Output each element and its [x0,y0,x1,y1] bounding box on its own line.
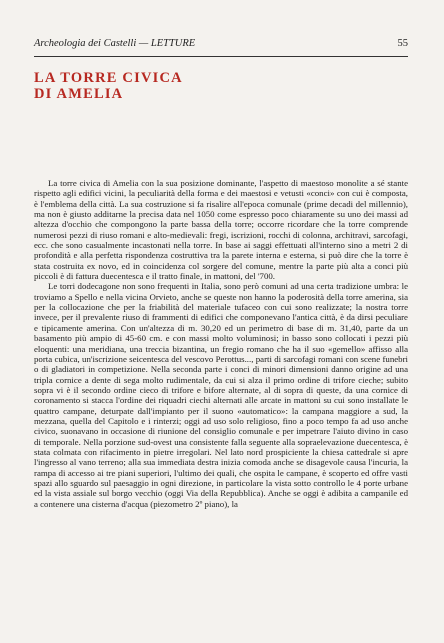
running-header [34,38,408,52]
article-body [34,178,408,509]
header-rule [34,56,408,57]
article-title [34,70,234,102]
page-number: 55 [397,38,408,49]
article-title-line-1: LA TORRE CIVICA [34,70,183,86]
article-title-line-2: DI AMELIA [34,86,124,102]
paragraph: Le torri dodecagone non sono frequenti in Italia, sono però comuni ad una certa tradizione umbra: le troviamo a Spello e nella vicina Orvieto, anche se queste non hanno la poderosità della torre amerina, sia per la collocazione che per la friabilità del materiale tufaceo con cui sono realizzate; la nostra torre invece, per il prevalente riuso di frammenti di edifici che componevano l'antica città, è da dirsi peculiare e tipicamente amerina. Con un'altezza di m. 30,20 ed un perimetro di base di m. 31,40, parte da un basamento più ampio di 45-60 cm. e con massi molto voluminosi; in basso sono collocati i pezzi più eloquenti: una meridiana, una treccia bizantina, un fregio romano che ha il suo «gemello» affisso alla porta cubica, un'iscrizione seicentesca del vescovo Perottus..., parti di sarcofagi romani con scene funebri o di gladiatori in competizione. Nella seconda parte i conci di minori dimensioni danno origine ad una tripla cornice a dente di sega molto rudimentale, da cui si alza il primo ordine di trifore cieche; subito sopra vi è il secondo ordine cieco di trifore e bifore alternate, al di sopra di queste, da una cornice di coronamento si stacca l'ordine dei riquadri ciechi alternati alle arcate in mattoni su cui sono installate le quattro campane, deturpate dall'impianto per il suono «automatico»: la campana maggiore a sud, la mezzana, quella del Capitolo e i rinterzi; oggi ad uso solo religioso, fino a poco tempo fa ad uso anche civico, suonavano in occasione di riunione del consiglio comunale e per impetrare l'aiuto divino in caso di temporale. Nella porzione sud-ovest una consistente falla seguente alla sopraelevazione duecentesca, è stata colmata con rifacimento in pietre irregolari. Nel lato nord prospiciente la chiesa cattedrale si apre l'ingresso al vano terreno; alla sua immediata destra inizia comoda anche se disagevole causa l'incuria, la rampa di accesso ai tre piani superiori, l'ultimo dei quali, che ospita le campane, è scoperto ed offre vasti spazi allo sguardo sul paesaggio in ogni direzione, in particolare la vista sotto controllo le 4 porte urbane ed la vista assiale sul borgo vecchio (oggi Via della Repubblica). Anche se oggi è adibita a campanile ed a contenere una cisterna d'acqua (piezometro 2º piano), la [34,281,408,509]
paragraph: La torre civica di Amelia con la sua posizione dominante, l'aspetto di maestoso monolite a sé stante rispetto agli edifici vicini, la peculiarità della forma e dei maestosi e vetusti «conci» con cui è composta, è l'emblema della città. La sua costruzione si fa risalire all'epoca comunale (prime decadi del millennio), ma non è giusto additarne la precisa data nel 1050 come espresso poco chiaramente su uno dei massi ad altezza d'occhio che compongono la parte bassa della torre; occorre ricordare che la torre comprende numerosi pezzi di riuso romani e alto-medievali: fregi, iscrizioni, rocchi di colonna, architravi, sarcofagi, ecc. che sono casualmente incastonati nella torre. In base ai saggi effettuati all'interno sino a metri 2 di profondità e alla perfetta rispondenza costruttiva tra la parete interna e esterna, si può dire che la torre è stata costruita ex novo, ed in coincidenza col sorgere del comune, mentre la parte più alta a conci più piccoli è di fattura duecentesca e il tratto finale, in mattoni, del '700. [34,178,408,282]
running-title: Archeologia dei Castelli — LETTURE [34,38,196,49]
